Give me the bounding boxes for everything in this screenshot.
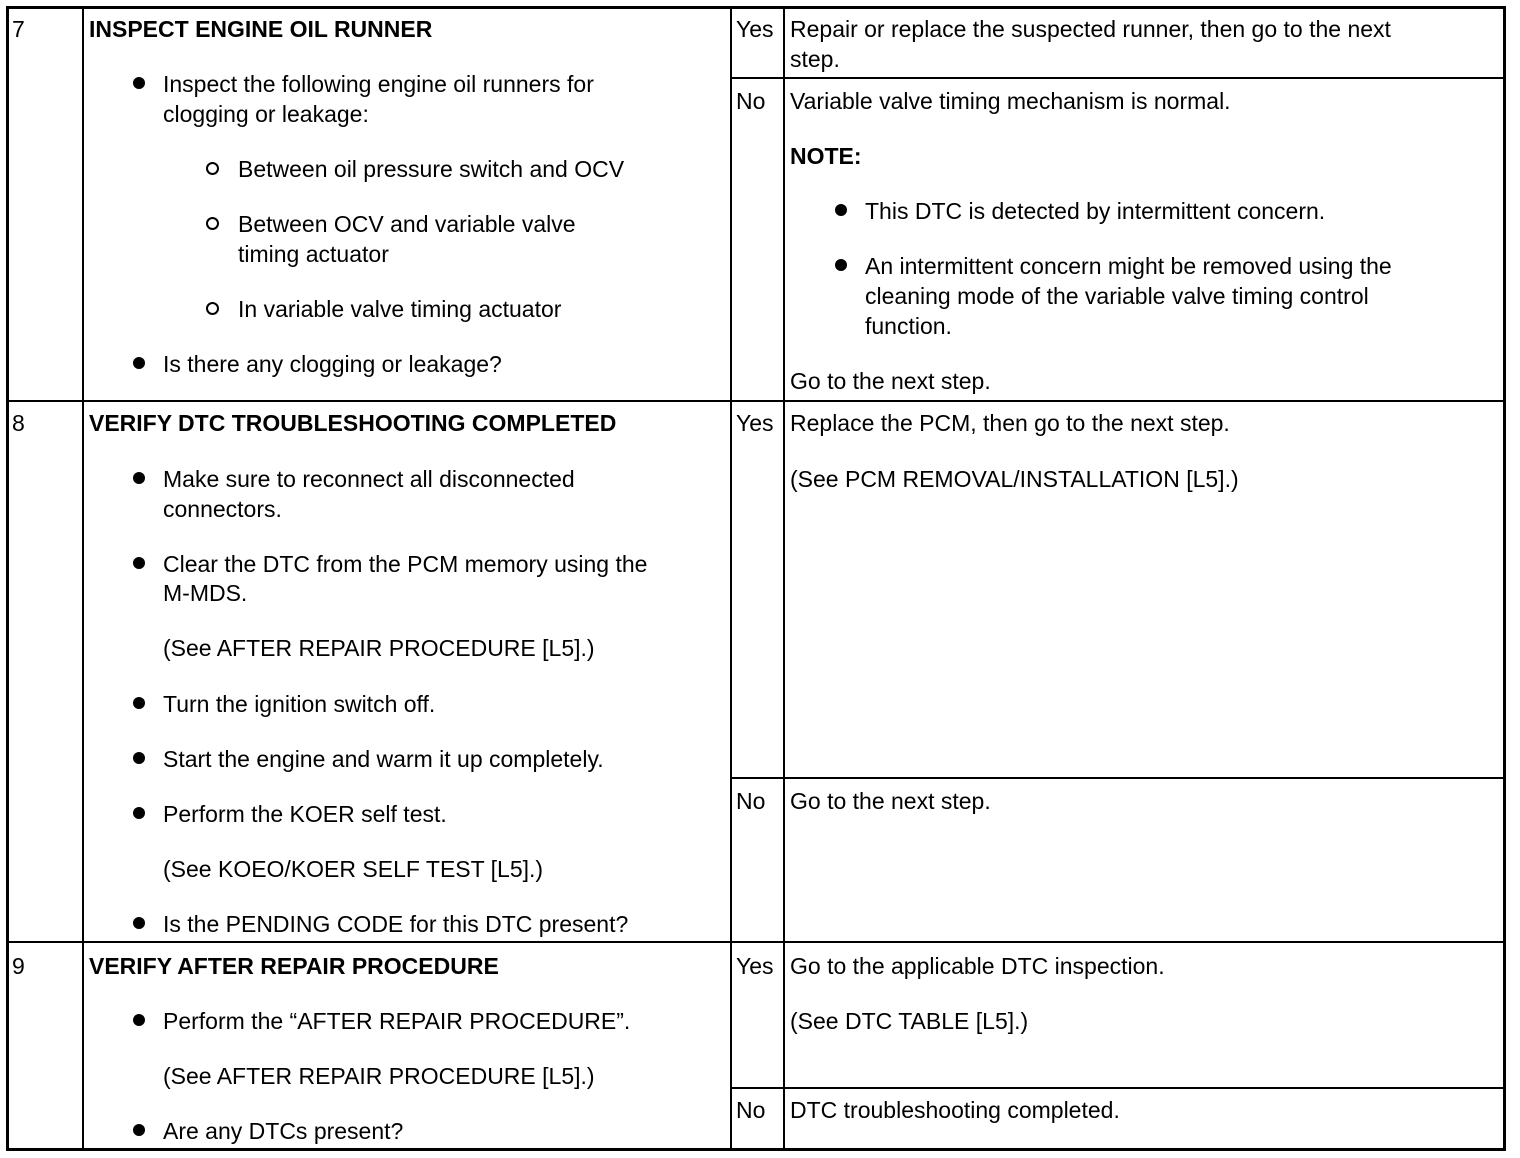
no-label: No	[736, 1097, 766, 1123]
no-action: Go to the next step.	[790, 368, 991, 394]
step-title: INSPECT ENGINE OIL RUNNER	[89, 16, 433, 42]
step-reference: (See AFTER REPAIR PROCEDURE [L5].)	[163, 635, 595, 661]
step-subitem: Between oil pressure switch and OCV	[238, 156, 625, 182]
step-item: Clear the DTC from the PCM memory using the	[163, 551, 648, 577]
no-action: Variable valve timing mechanism is normal.	[790, 88, 1231, 114]
no-label: No	[736, 88, 766, 114]
row9-yes-no-divider	[730, 1087, 1506, 1089]
step-item: Turn the ignition switch off.	[163, 691, 436, 717]
bullet-icon	[835, 259, 847, 271]
step-item: Start the engine and warm it up completely.	[163, 746, 604, 772]
step-item: Make sure to reconnect all disconnected	[163, 466, 575, 492]
step-number: 9	[12, 953, 25, 979]
no-label: No	[736, 788, 766, 814]
step-subitem: Between OCV and variable valve	[238, 211, 576, 237]
row-divider-7-8	[6, 400, 1506, 402]
step-item: connectors.	[163, 496, 282, 522]
row8-yes-no-divider	[730, 777, 1506, 779]
step-title: VERIFY DTC TROUBLESHOOTING COMPLETED	[89, 410, 617, 436]
yes-action: Replace the PCM, then go to the next step.	[790, 410, 1230, 436]
step-item: Perform the KOER self test.	[163, 801, 447, 827]
step-reference: (See KOEO/KOER SELF TEST [L5].)	[163, 856, 544, 882]
note-item: function.	[865, 313, 952, 339]
step-item: Are any DTCs present?	[163, 1118, 404, 1144]
step-item: clogging or leakage:	[163, 101, 369, 127]
yes-label: Yes	[736, 16, 774, 42]
bullet-icon	[133, 917, 145, 929]
bullet-icon	[133, 472, 145, 484]
col-divider-number	[82, 6, 84, 1151]
step-subitem: In variable valve timing actuator	[238, 296, 562, 322]
step-item: Inspect the following engine oil runners for	[163, 71, 594, 97]
step-number: 8	[12, 410, 25, 436]
yes-action: step.	[790, 46, 840, 72]
bullet-icon	[133, 557, 145, 569]
step-title: VERIFY AFTER REPAIR PROCEDURE	[89, 953, 499, 979]
yes-reference: (See DTC TABLE [L5].)	[790, 1008, 1029, 1034]
col-divider-action	[730, 6, 732, 1151]
step-subitem: timing actuator	[238, 241, 389, 267]
step-item: Is the PENDING CODE for this DTC present?	[163, 911, 629, 937]
step-item: Is there any clogging or leakage?	[163, 351, 502, 377]
bullet-icon	[133, 697, 145, 709]
bullet-icon	[133, 357, 145, 369]
step-reference: (See AFTER REPAIR PROCEDURE [L5].)	[163, 1063, 595, 1089]
note-item: An intermittent concern might be removed using the	[865, 253, 1392, 279]
bullet-icon	[133, 752, 145, 764]
bullet-icon	[835, 204, 847, 216]
yes-action: Go to the applicable DTC inspection.	[790, 953, 1165, 979]
row-divider-8-9	[6, 941, 1506, 943]
row7-yes-no-divider	[730, 77, 1506, 79]
note-label: NOTE:	[790, 143, 862, 169]
col-divider-result	[783, 6, 785, 1151]
sub-bullet-icon	[206, 217, 219, 230]
yes-action: Repair or replace the suspected runner, then go to the next	[790, 16, 1391, 42]
yes-label: Yes	[736, 953, 774, 979]
step-item: M-MDS.	[163, 580, 248, 606]
bullet-icon	[133, 1014, 145, 1026]
step-item: Perform the “AFTER REPAIR PROCEDURE”.	[163, 1008, 631, 1034]
no-action: Go to the next step.	[790, 788, 991, 814]
sub-bullet-icon	[206, 302, 219, 315]
note-item: This DTC is detected by intermittent concern.	[865, 198, 1326, 224]
yes-reference: (See PCM REMOVAL/INSTALLATION [L5].)	[790, 466, 1239, 492]
bullet-icon	[133, 1124, 145, 1136]
note-item: cleaning mode of the variable valve timing control	[865, 283, 1369, 309]
bullet-icon	[133, 77, 145, 89]
sub-bullet-icon	[206, 162, 219, 175]
bullet-icon	[133, 807, 145, 819]
step-number: 7	[12, 16, 25, 42]
yes-label: Yes	[736, 410, 774, 436]
no-action: DTC troubleshooting completed.	[790, 1097, 1120, 1123]
